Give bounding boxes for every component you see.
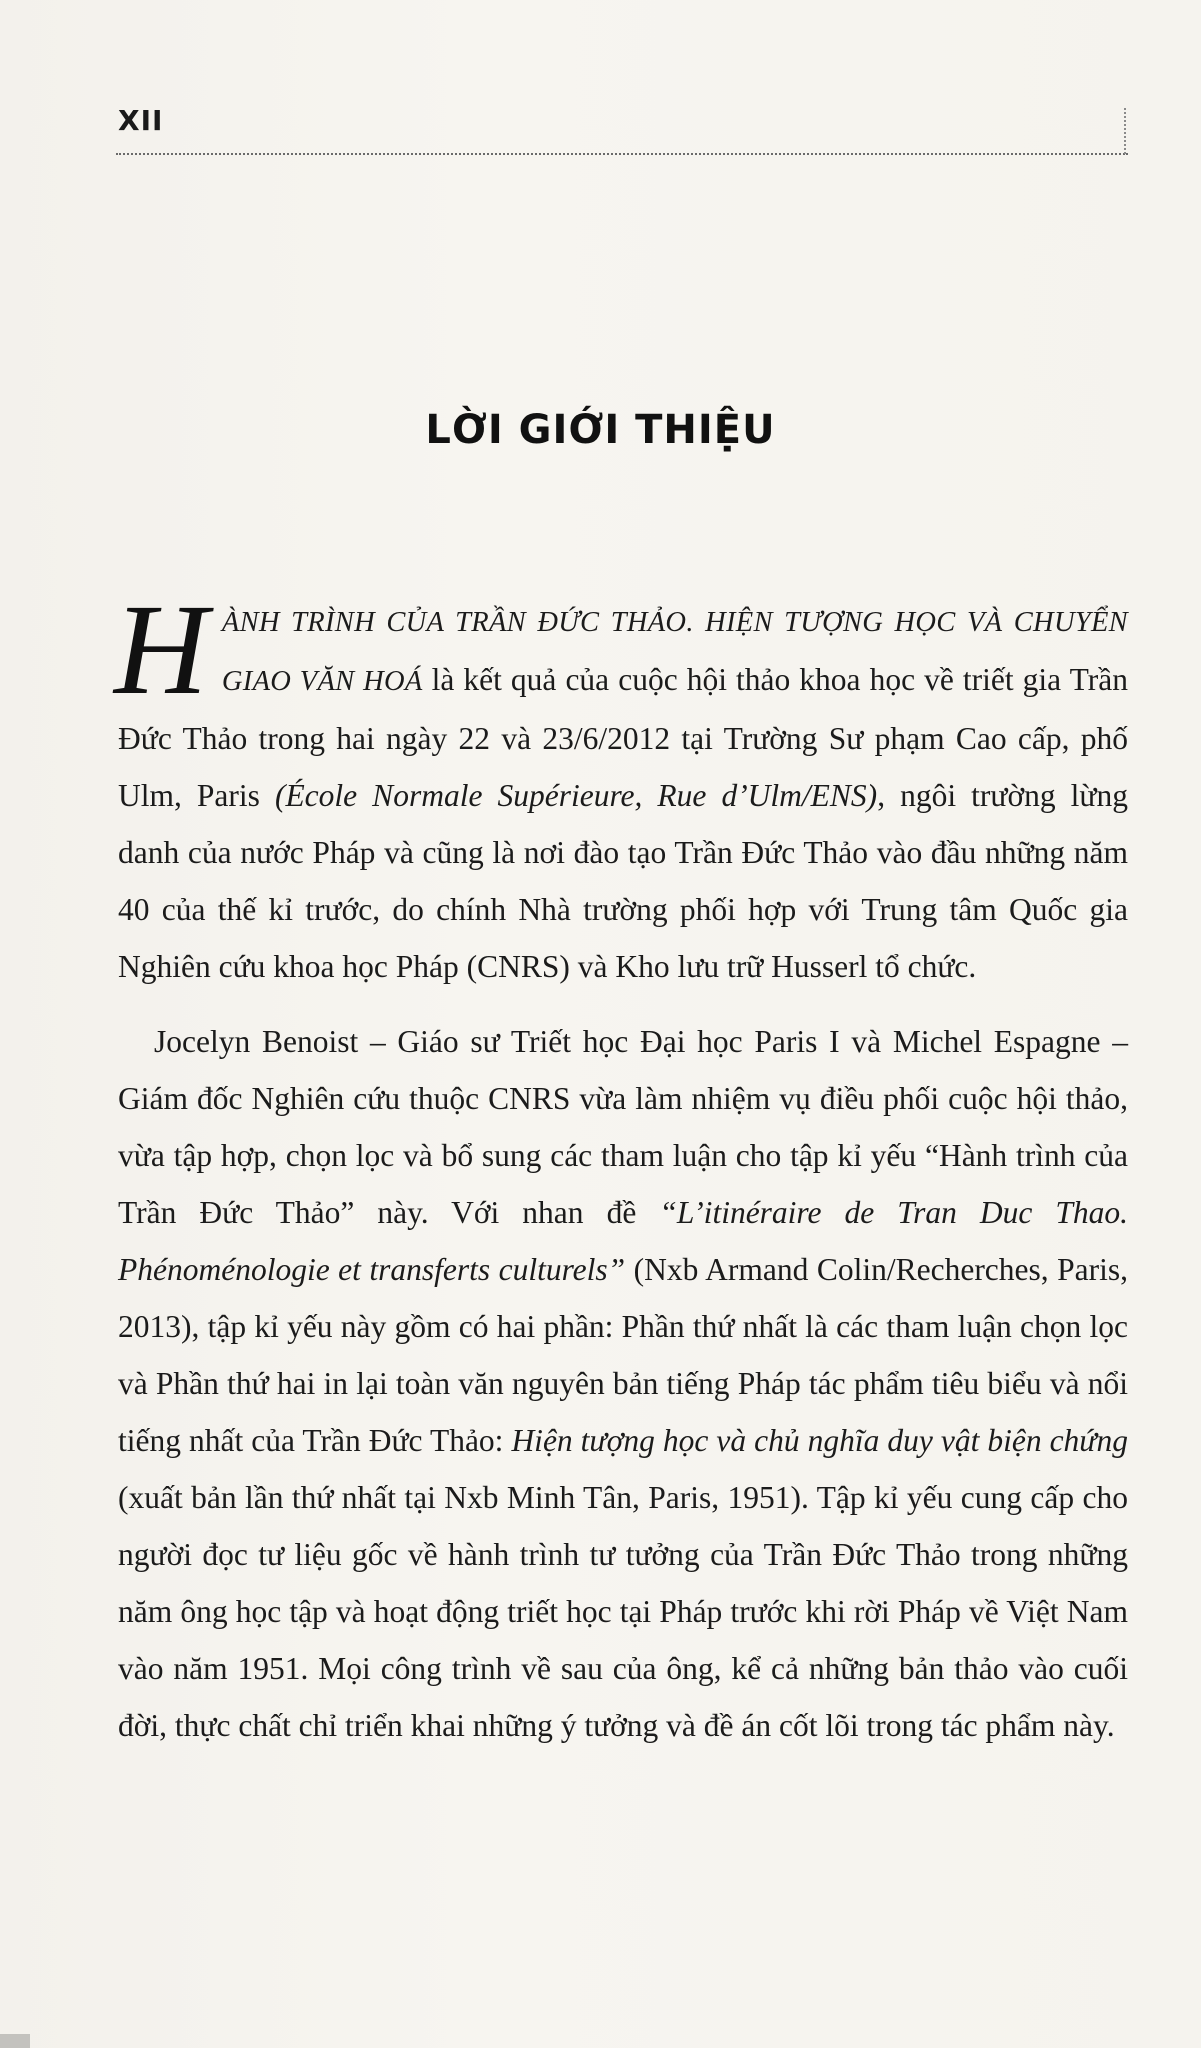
header-rule <box>116 153 1128 155</box>
paragraph-2-text-c: (xuất bản lần thứ nhất tại Nxb Minh Tân, Paris, 1951). Tập kỉ yếu cung cấp cho người đọc tư liệu gốc về hành trình tư tưởng của Trần Đức Thảo trong những năm ông học tập và hoạt động triết học tại Pháp trước khi rời Pháp về Việt Nam vào năm 1951. Mọi công trình về sau của ông, kể cả những bản thảo vào cuối đời, thực chất chỉ triển khai những ý tưởng và đề án cốt lõi trong tác phẩm này. <box>118 1480 1128 1743</box>
paragraph-2-italic-a: “L’itinéraire de Tran Duc Thao. Phénoménologie et transferts culturels” <box>118 1195 1128 1287</box>
paragraph-1-text-a: là kết quả của cuộc hội thảo khoa học về triết gia Trần Đức Thảo trong hai ngày 22 và 23/6/2012 tại Trường Sư phạm Cao cấp, phố Ulm, Paris <box>118 662 1128 813</box>
paragraph-1 <box>114 578 1128 995</box>
scan-corner-mark <box>0 2034 30 2048</box>
page-number: XII <box>118 104 164 137</box>
paragraph-2 <box>118 1013 1128 1754</box>
paragraph-2-text-a: Jocelyn Benoist – Giáo sư Triết học Đại học Paris I và Michel Espagne – Giám đốc Nghiên cứu thuộc CNRS vừa làm nhiệm vụ điều phối cuộc hội thảo, vừa tập hợp, chọn lọc và bổ sung các tham luận cho tập kỉ yếu “Hành trình của Trần Đức Thảo” này. Với nhan đề <box>118 1024 1128 1230</box>
paragraph-2-italic-b: Hiện tượng học và chủ nghĩa duy vật biện chứng <box>511 1423 1128 1458</box>
paragraph-1-italic-a: (École Normale Supérieure, Rue d’Ulm/ENS) <box>274 778 878 813</box>
paragraph-2-text-b: (Nxb Armand Colin/Recherches, Paris, 2013), tập kỉ yếu này gồm có hai phần: Phần thứ nhất là các tham luận chọn lọc và Phần thứ hai in lại toàn văn nguyên bản tiếng Pháp tác phẩm tiêu biểu và nổi tiếng nhất của Trần Đức Thảo: <box>118 1252 1128 1458</box>
body-text <box>114 578 1128 1754</box>
book-title-caps: ÀNH TRÌNH CỦA TRẦN ĐỨC THẢO. HIỆN TƯỢNG HỌC VÀ CHUYỂN GIAO VĂN HOÁ <box>221 607 1128 697</box>
header-rule-edge <box>1124 108 1126 154</box>
drop-cap: H <box>114 578 208 722</box>
chapter-title: LỜI GIỚI THIỆU <box>425 406 776 453</box>
paragraph-1-text-b: , ngôi trường lừng danh của nước Pháp và cũng là nơi đào tạo Trần Đức Thảo vào đầu những năm 40 của thế kỉ trước, do chính Nhà trường phối hợp với Trung tâm Quốc gia Nghiên cứu khoa học Pháp (CNRS) và Kho lưu trữ Husserl tổ chức. <box>118 778 1128 984</box>
